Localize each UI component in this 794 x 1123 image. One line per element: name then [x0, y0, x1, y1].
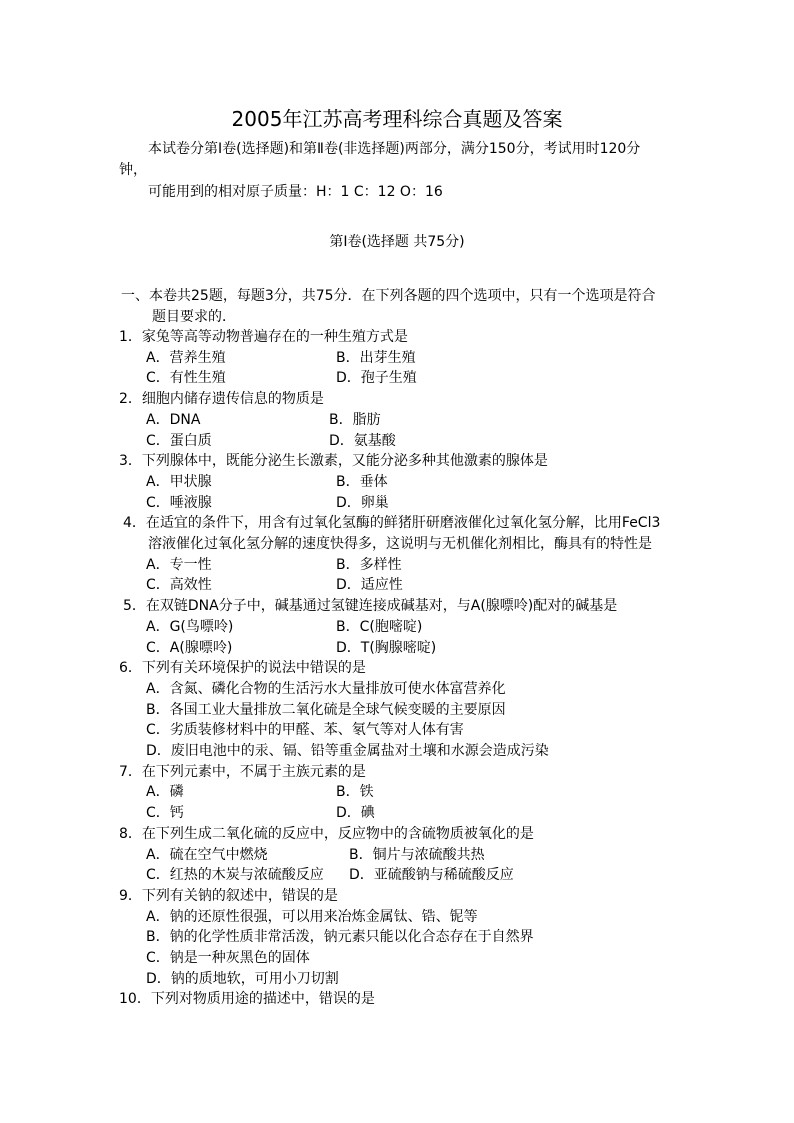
question-stem: 9．下列有关钠的叙述中，错误的是	[119, 887, 338, 904]
answer-option: C．钙	[146, 805, 184, 822]
question-stem: 7．在下列元素中，不属于主族元素的是	[119, 763, 366, 780]
question-stem: 1．家兔等高等动物普遍存在的一种生殖方式是	[119, 329, 408, 345]
answer-option: A．营养生殖	[146, 349, 226, 366]
instructions-line-1: 一、本卷共25题，每题3分，共75分．在下列各题的四个选项中，只有一个选项是符合	[121, 288, 656, 304]
answer-option: C．蛋白质	[146, 432, 212, 449]
answer-option: A．G(鸟嘌呤)	[146, 618, 234, 635]
answer-option: C．红热的木炭与浓硫酸反应	[146, 867, 324, 884]
question-stem: 8．在下列生成二氧化硫的反应中，反应物中的含硫物质被氧化的是	[119, 825, 534, 842]
instructions-line-2: 题目要求的．	[152, 309, 236, 325]
document-title: 2005年江苏高考理科综合真题及答案	[231, 107, 563, 131]
question-stem: 2．细胞内储存遗传信息的物质是	[119, 391, 324, 408]
answer-option: B．铜片与浓硫酸共热	[349, 846, 485, 863]
answer-option: C．唾液腺	[146, 494, 212, 511]
question-stem: 5．在双链DNA分子中，碱基通过氢键连接成碱基对，与A(腺嘌呤)配对的碱基是	[123, 598, 618, 615]
answer-option: B．出芽生殖	[336, 349, 416, 366]
question-stem: 4．在适宜的条件下，用含有过氧化氢酶的鲜猪肝研磨液催化过氧化氢分解，比用FeCl3	[123, 515, 661, 532]
answer-option: A．甲状腺	[146, 473, 212, 490]
answer-option: D．碘	[336, 805, 375, 822]
answer-option: B．钠的化学性质非常活泼，钠元素只能以化合态存在于自然界	[146, 929, 534, 946]
answer-option: A．DNA	[146, 411, 201, 428]
answer-option: C．有性生殖	[146, 370, 226, 387]
atomic-mass-note: 可能用到的相对原子质量：H：1 C：12 O：16	[148, 184, 443, 200]
question-stem: 溶液催化过氧化氢分解的速度快得多，这说明与无机催化剂相比，酶具有的特性是	[148, 536, 652, 552]
answer-option: D．钠的质地软，可用小刀切割	[146, 970, 339, 987]
answer-option: B．铁	[336, 784, 374, 801]
question-stem: 6．下列有关环境保护的说法中错误的是	[119, 660, 366, 677]
section-title: 第Ⅰ卷(选择题 共75分)	[329, 234, 465, 250]
answer-option: B．多样性	[336, 556, 402, 573]
answer-option: B．垂体	[336, 473, 388, 490]
answer-option: A．专一性	[146, 556, 212, 573]
answer-option: C．劣质装修材料中的甲醛、苯、氡气等对人体有害	[146, 722, 464, 739]
answer-option: A．硫在空气中燃烧	[146, 846, 268, 863]
answer-option: D．适应性	[336, 577, 403, 594]
answer-option: B．C(胞嘧啶)	[336, 618, 423, 635]
answer-option: A．钠的还原性很强，可以用来冶炼金属钛、锆、铌等	[146, 908, 478, 925]
answer-option: D．氨基酸	[329, 432, 396, 449]
answer-option: D．亚硫酸钠与稀硫酸反应	[349, 867, 514, 884]
answer-option: C．A(腺嘌呤)	[146, 639, 233, 656]
answer-option: D．孢子生殖	[336, 370, 417, 387]
answer-option: D．废旧电池中的汞、镉、铅等重金属盐对土壤和水源会造成污染	[146, 743, 549, 759]
question-stem: 10．下列对物质用途的描述中，错误的是	[119, 991, 375, 1008]
intro-line-1: 本试卷分第Ⅰ卷(选择题)和第Ⅱ卷(非选择题)两部分，满分150分，考试用时120分	[148, 141, 641, 157]
answer-option: A．磷	[146, 784, 184, 801]
intro-line-2: 钟，	[119, 162, 147, 178]
question-stem: 3．下列腺体中，既能分泌生长激素，又能分泌多种其他激素的腺体是	[119, 453, 548, 470]
answer-option: A．含氮、磷化合物的生活污水大量排放可使水体富营养化	[146, 680, 506, 697]
answer-option: C．钠是一种灰黑色的固体	[146, 950, 310, 966]
answer-option: B．各国工业大量排放二氧化硫是全球气候变暖的主要原因	[146, 701, 506, 718]
answer-option: D．T(胸腺嘧啶)	[336, 639, 437, 656]
answer-option: C．高效性	[146, 577, 212, 594]
answer-option: D．卵巢	[336, 494, 389, 511]
answer-option: B．脂肪	[329, 411, 381, 428]
